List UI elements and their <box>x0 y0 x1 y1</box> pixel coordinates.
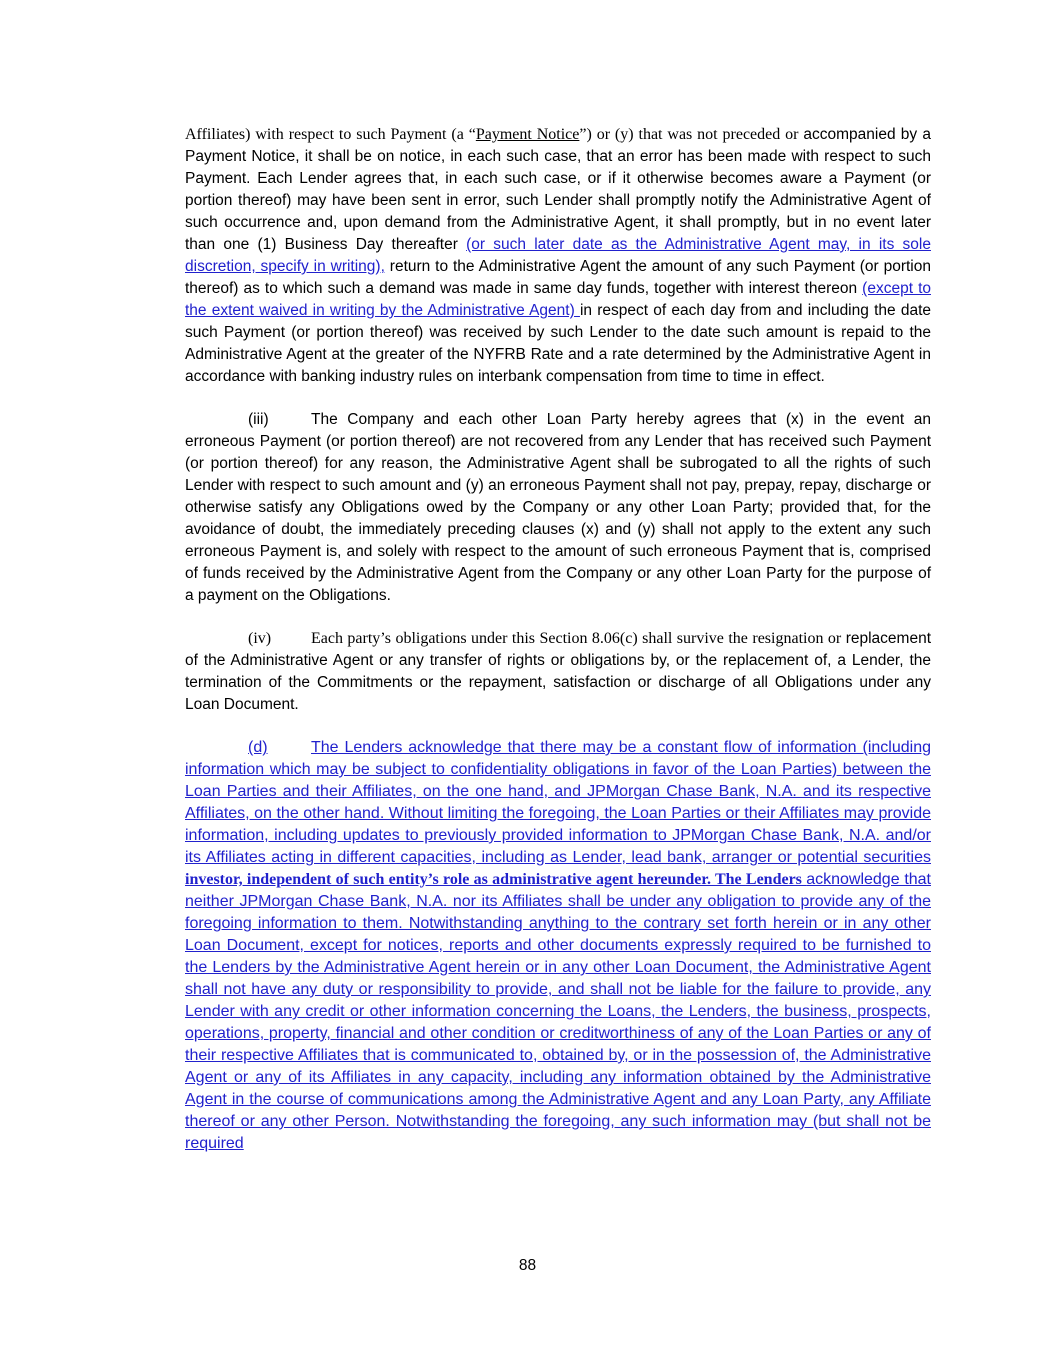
text-run: Affiliates) with respect to such Payment (a “ <box>185 126 476 143</box>
paragraph-label: (d) <box>248 739 268 756</box>
text-run: in respect of each day from and including the date such Payment (or portion thereof) was received by such Lender to the date such amount is repaid to the Administrative Agent at the greater of the NYFRB Rate and a rate determined by the Administrative Agent in accordance with banking industry rules on interbank compensation from time to time in effect. <box>185 302 932 385</box>
paragraph-label: (iv) <box>248 630 272 647</box>
text-run: The Company and each other Loan Party hereby agrees that (x) in the event an erroneous Payment (or portion thereof) are not recovered from any Lender that has received such Payment (or portion thereof) for any reason, the Administrative Agent shall be subrogated to all the rights of such Lender with respect to such amount and (y) an erroneous Payment shall not pay, prepay, repay, discharge or otherwise satisfy any Obligations owed by the Company or any other Loan Party; provided that, for the avoidance of doubt, the immediately preceding clauses (x) and (y) shall not apply to the extent any such erroneous Payment is, and solely with respect to the amount of such erroneous Payment that is, comprised of funds received by the Administrative Agent from the Company or any other Loan Party for the purpose of a payment on the Obligations. <box>185 411 931 604</box>
paragraph-iv-survival <box>185 628 931 716</box>
text-run: replacement of the Administrative Agent or any transfer of rights or obligations by, or the replacement of, a Lender, the termination of the Commitments or the repayment, satisfaction or discharge of all Obligations under any Loan Document. <box>185 630 931 713</box>
paragraph-iii-subrogation <box>185 409 931 607</box>
defined-term-payment-notice: Payment Notice <box>475 126 580 143</box>
inserted-text: The Lenders acknowledge that there may be a constant flow of information (including information which may be subject to confidentiality obligations in favor of the Loan Parties) between the Loan Parties and their Affiliates, on the one hand, and JPMorgan Chase Bank, N.A. and its respective Affiliates, on the other hand. Without limiting the foregoing, the Loan Parties or their Affiliates may provide information, including updates to previously provided information to JPMorgan Chase Bank, N.A. and/or its Affiliates acting in different capacities, including as Lender, lead bank, arranger or potential securities <box>185 739 931 866</box>
inserted-text: acknowledge that neither JPMorgan Chase Bank, N.A. nor its Affiliates shall be under any obligation to provide any of the foregoing information to them. Notwithstanding anything to the contrary set forth herein or in any other Loan Document, except for notices, reports and other documents expressly required to be furnished to the Lenders by the Administrative Agent herein or in any other Loan Document, the Administrative Agent shall not have any duty or responsibility to provide, and shall not be liable for the failure to provide, any Lender with any credit or other information concerning the Loans, the Lenders, the business, prospects, operations, property, financial and other condition or creditworthiness of any of the Loan Parties or any of their respective Affiliates that is communicated to, obtained by, or in the possession of, the Administrative Agent or any of its Affiliates in any capacity, including any information obtained by the Administrative Agent in the course of communications among the Administrative Agent and any Loan Party, any Affiliate thereof or any other Person. Notwithstanding the foregoing, any such information may (but shall not be required <box>185 871 931 1152</box>
paragraph-label: (iii) <box>248 411 269 428</box>
inserted-bold-text: investor, independent of such entity’s role as administrative agent hereunder. The Lenders <box>185 871 807 888</box>
inserted-clause-later-date: (or such later date as the Administrative Agent may, in its sole discretion, specify in writing), <box>185 236 931 275</box>
paragraph-erroneous-payment-notice <box>185 124 931 388</box>
page-number: 88 <box>518 1257 537 1274</box>
inserted-clause-waiver: (except to the extent waived in writing by the Administrative Agent) <box>185 280 931 319</box>
text-run: ”) or (y) that was not preceded or <box>579 126 804 143</box>
paragraph-d-information-flow <box>185 737 931 1155</box>
text-run: accompanied by a Payment Notice, it shall be on notice, in each such case, that an error has been made with respect to such Payment. Each Lender agrees that, in each such case, or if it otherwise becomes aware a Payment (or portion thereof) may have been sent in error, such Lender shall promptly notify the Administrative Agent of such occurrence and, upon demand from the Administrative Agent, it shall promptly, but in no event later than one (1) Business Day thereafter <box>185 126 931 253</box>
text-run: return to the Administrative Agent the amount of any such Payment (or portion thereof) as to which such a demand was made in same day funds, together with interest thereon <box>185 258 931 297</box>
text-run: Each party’s obligations under this Section 8.06(c) shall survive the resignation or <box>311 630 846 647</box>
